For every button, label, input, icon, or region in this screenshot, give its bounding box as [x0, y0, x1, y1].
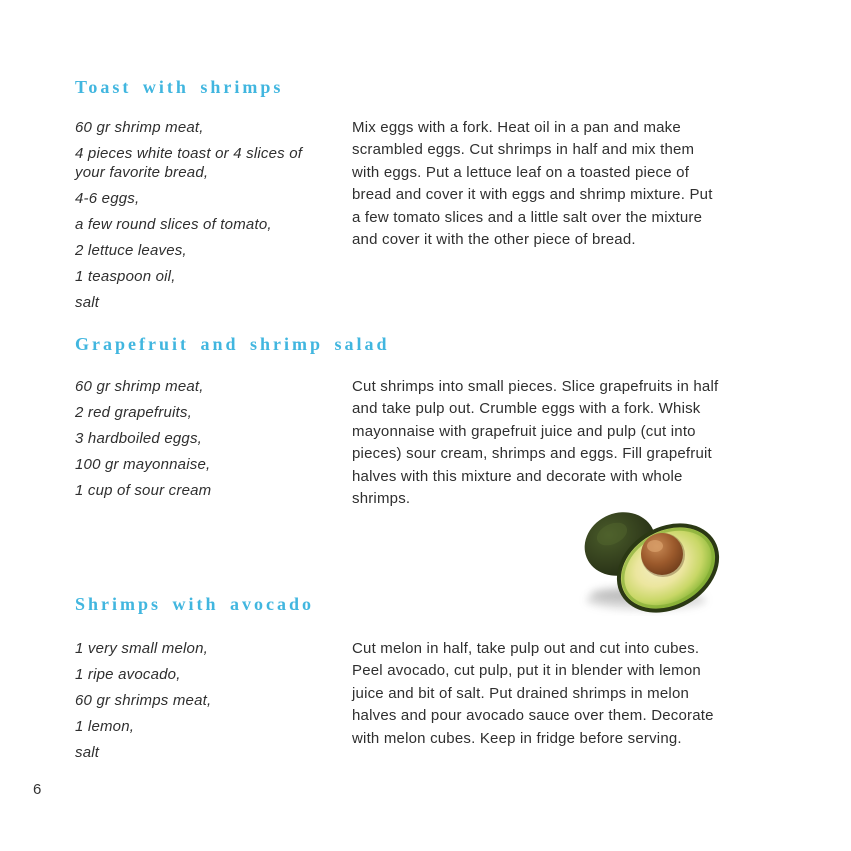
instructions — [352, 117, 762, 251]
instruction-line: pieces) sour cream, shrimps and eggs. Fill grapefruit — [352, 445, 712, 463]
recipe-title-shrimps-with-avocado: Shrimps with avocado — [75, 594, 315, 614]
ingredient-item: 60 gr shrimp meat, — [75, 378, 204, 395]
recipe-title-grapefruit-and-shrimp-salad: Grapefruit and shrimp salad — [75, 334, 390, 354]
ingredient-item: 100 gr mayonnaise, — [75, 456, 211, 473]
instruction-line: halves with this mixture and decorate with whole — [352, 467, 683, 485]
instruction-line: juice and bit of salt. Put drained shrimps in melon — [352, 684, 690, 702]
ingredients-list — [75, 639, 333, 769]
ingredient-item: 2 lettuce leaves, — [75, 242, 187, 259]
instruction-line: halves and pour avocado sauce over them. Decorate — [352, 707, 714, 725]
ingredient-item: 2 red grapefruits, — [75, 404, 192, 421]
ingredient-item: 60 gr shrimps meat, — [75, 692, 212, 709]
ingredient-item: 1 teaspoon oil, — [75, 268, 176, 285]
instruction-line: shrimps. — [352, 490, 411, 508]
ingredient-item: 1 cup of sour cream — [75, 482, 212, 499]
ingredient-item: 1 ripe avocado, — [75, 666, 181, 683]
instruction-line: and cover it with the other piece of bread. — [352, 231, 636, 249]
ingredient-item: 4 pieces white toast or 4 slices of your favorite bread, — [75, 145, 303, 181]
instruction-line: Peel avocado, cut pulp, put it in blender with lemon — [352, 662, 701, 680]
instruction-line: bread and cover it with eggs and shrimp mixture. Put — [352, 186, 713, 204]
ingredient-item: 60 gr shrimp meat, — [75, 119, 204, 136]
avocado-photo — [576, 496, 728, 616]
ingredient-item: a few round slices of tomato, — [75, 216, 272, 233]
ingredient-item: 1 lemon, — [75, 718, 135, 735]
instruction-line: Cut shrimps into small pieces. Slice grapefruits in half — [352, 378, 719, 395]
page-number: 6 — [33, 781, 42, 798]
instructions — [352, 376, 762, 510]
instruction-line: a few tomato slices and a little salt over the mixture — [352, 208, 703, 226]
ingredient-item: 4-6 eggs, — [75, 190, 140, 207]
instruction-line: mayonnaise with grapefruit juice and pulp (cut into — [352, 422, 696, 440]
instruction-line: scrambled eggs. Cut shrimps in half and mix them — [352, 141, 695, 159]
instructions — [352, 638, 762, 750]
ingredients-list — [75, 377, 333, 507]
ingredient-item: salt — [75, 294, 100, 311]
ingredients-list — [75, 118, 333, 319]
ingredient-item: salt — [75, 744, 100, 761]
instruction-line: Cut melon in half, take pulp out and cut into cubes. — [352, 640, 700, 657]
instruction-line: and take pulp out. Crumble eggs with a fork. Whisk — [352, 400, 701, 418]
ingredient-item: 1 very small melon, — [75, 640, 209, 657]
instruction-line: Mix eggs with a fork. Heat oil in a pan and make — [352, 119, 681, 136]
recipe-title-toast-with-shrimps: Toast with shrimps — [75, 77, 284, 97]
instruction-line: with melon cubes. Keep in fridge before serving. — [352, 729, 682, 747]
instruction-line: with eggs. Put a lettuce leaf on a toasted piece of — [352, 163, 690, 181]
ingredient-item: 3 hardboiled eggs, — [75, 430, 203, 447]
